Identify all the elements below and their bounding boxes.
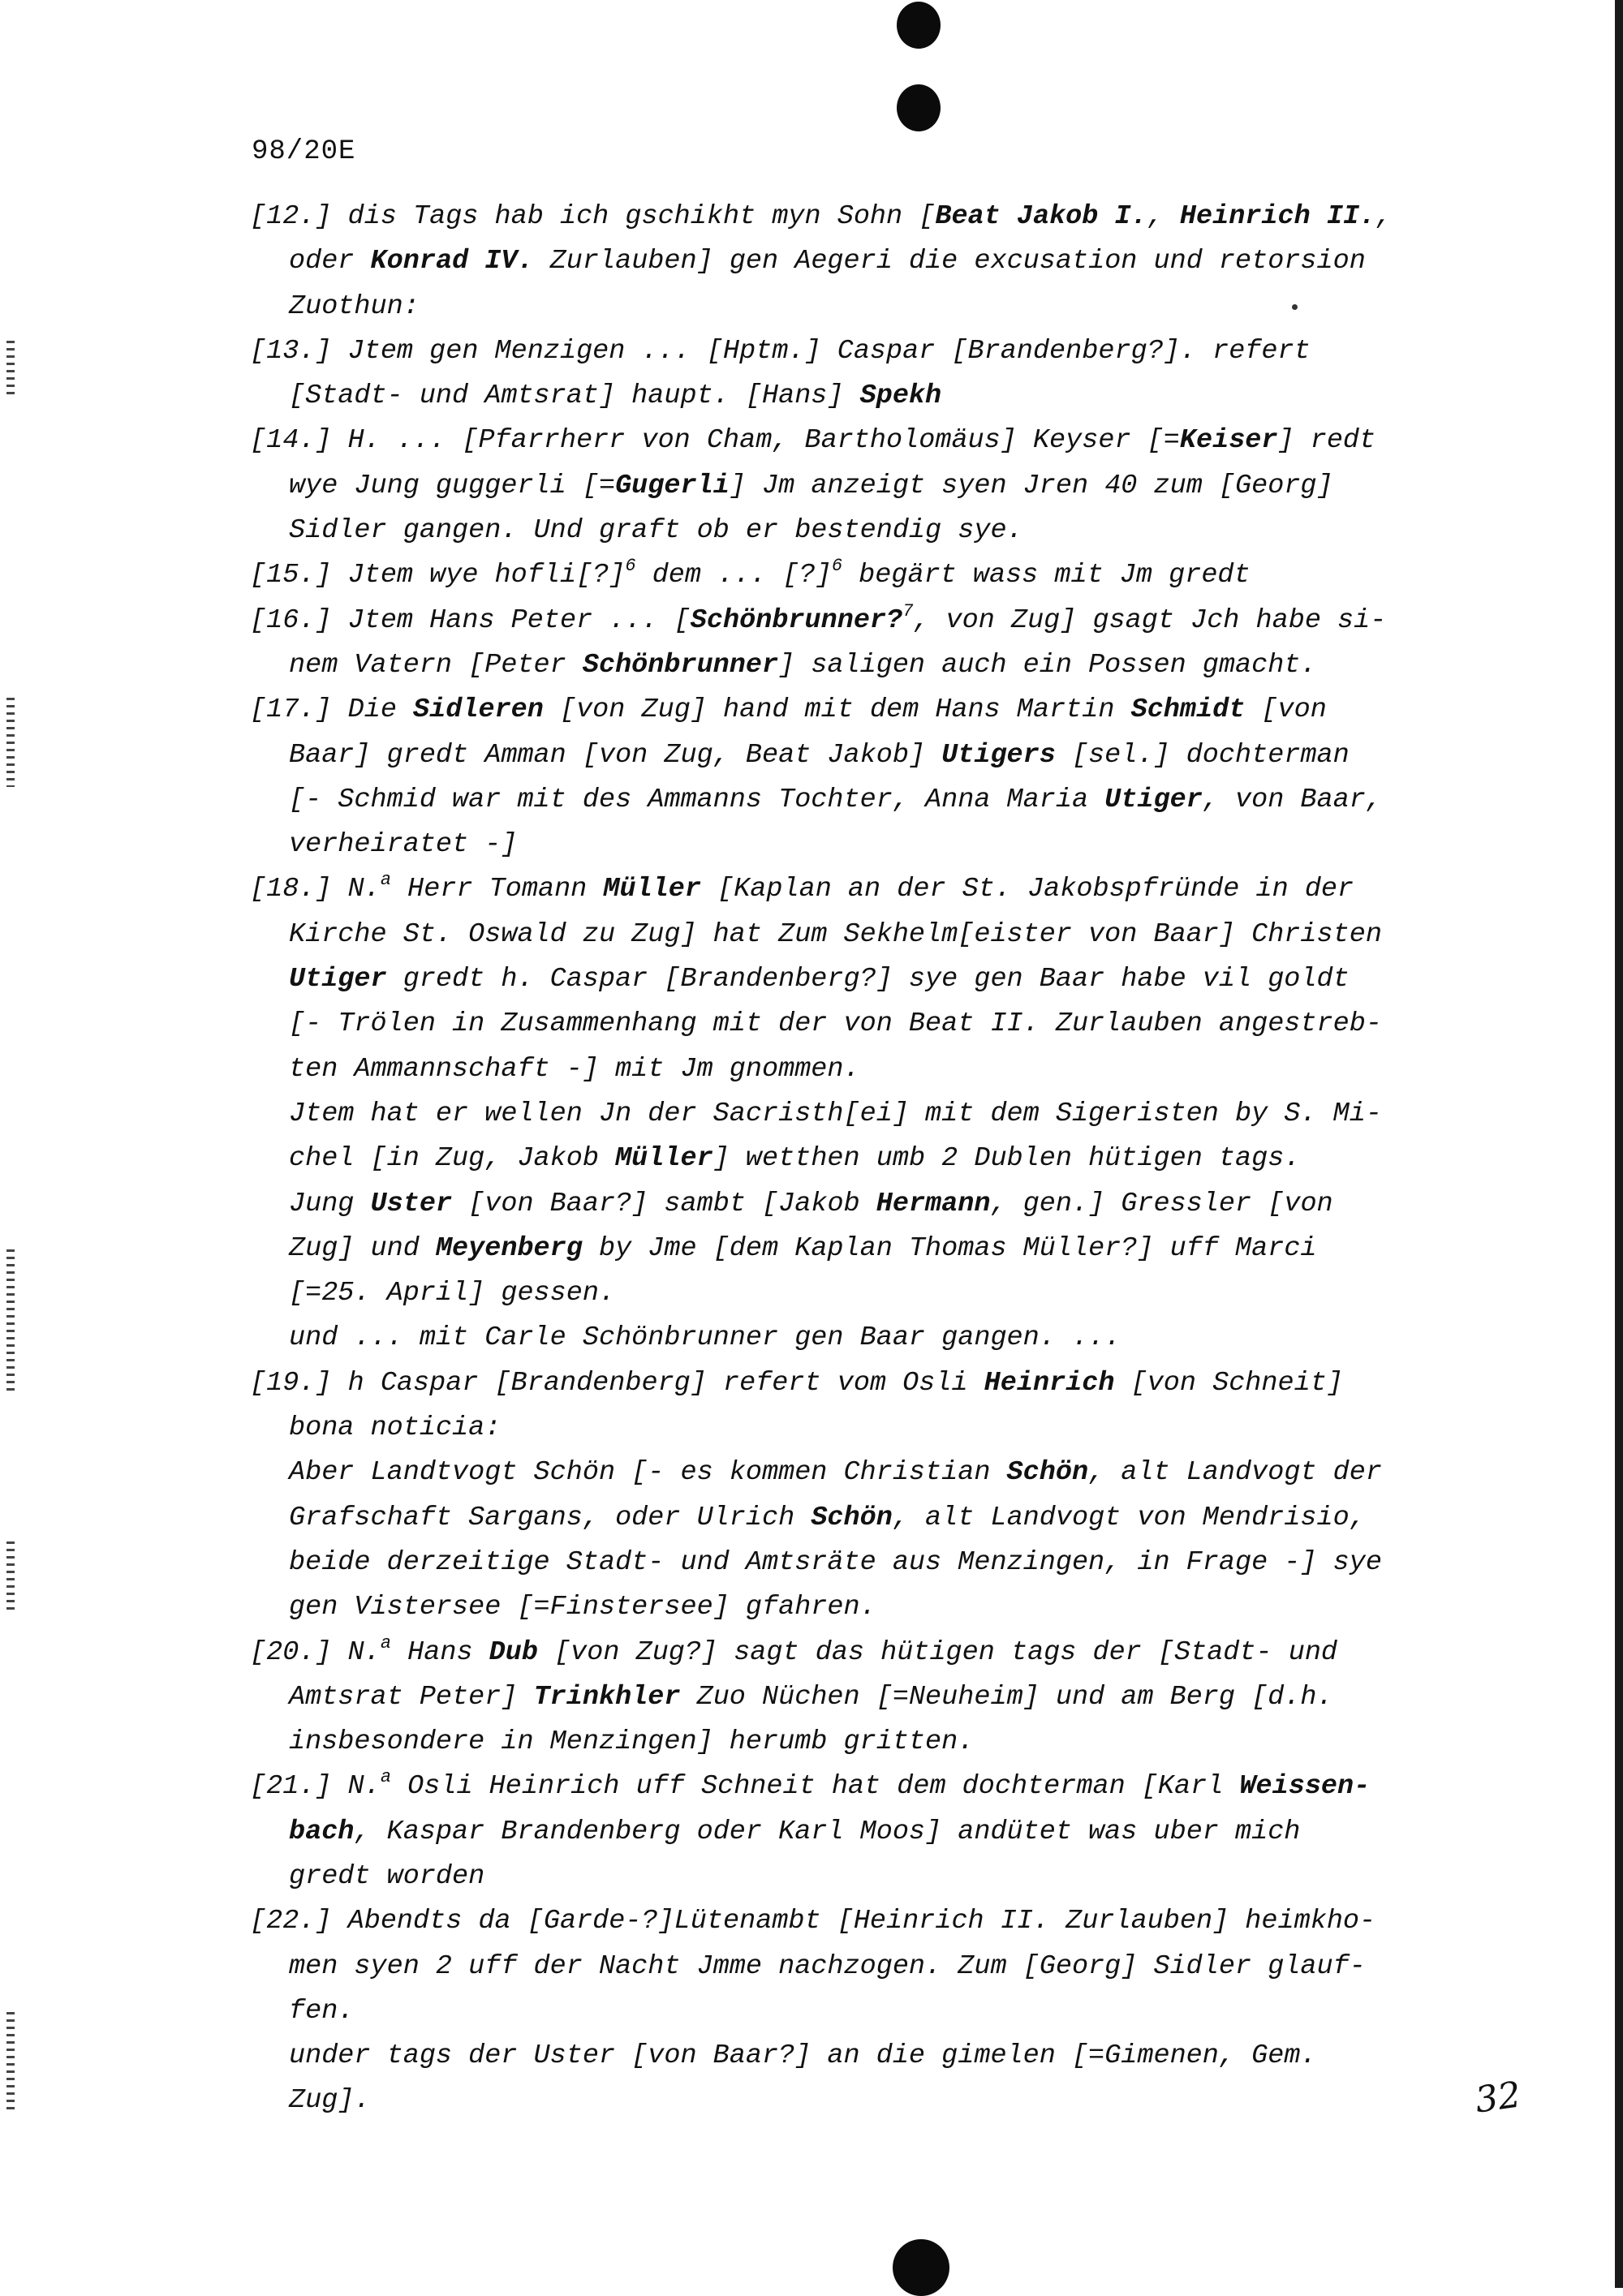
bold-name: Weissen- (1239, 1771, 1371, 1803)
text-line-continuation (250, 1092, 1500, 1137)
text-line-continuation (250, 778, 1500, 823)
punch-hole-second (897, 84, 941, 131)
bold-name: Meyenberg (435, 1232, 583, 1264)
bold-name: Keiser (1179, 425, 1278, 457)
text-line-continuation (250, 1182, 1500, 1227)
bold-name: Gugerli (615, 470, 730, 501)
footnote-marker: 7 (902, 600, 914, 621)
text-line-continuation (250, 464, 1500, 509)
text-line-entry (250, 329, 1500, 374)
text-line-continuation (250, 1227, 1500, 1271)
bold-name: Schönbrunner? (690, 604, 903, 636)
bold-name: Konrad IV. (370, 246, 534, 277)
text-segment: [17.] Die (250, 694, 414, 726)
text-line-continuation (250, 509, 1500, 553)
bold-name: Müller (615, 1143, 713, 1175)
text-segment: , alt Landvogt der (1088, 1457, 1382, 1489)
text-line-continuation (250, 1002, 1500, 1047)
text-line-continuation (250, 1271, 1500, 1316)
text-line-entry (250, 599, 1500, 643)
text-segment: Sidler gangen. Und graft ob er bestendig sye. (289, 515, 1023, 547)
text-segment: [von Zug?] sagt das hütigen tags der [Stadt- und (537, 1636, 1338, 1668)
footnote-marker: a (380, 1632, 392, 1653)
text-segment: Jtem hat er wellen Jn der Sacristh[ei] mit dem Sigeristen by S. Mi- (289, 1098, 1382, 1129)
text-segment: [14.] H. ... [Pfarrherr von Cham, Bartholomäus] Keyser [= (250, 425, 1180, 457)
text-segment: ten Ammannschaft -] mit Jm gnommen. (289, 1053, 860, 1085)
text-line-entry (250, 419, 1500, 463)
text-segment: Kirche St. Oswald zu Zug] hat Zum Sekhelm[eister von Baar] Christen (289, 918, 1382, 950)
text-segment: dem ... [?] (635, 560, 832, 591)
text-segment: Zuo Nüchen [=Neuheim] und am Berg [d.h. (680, 1681, 1333, 1713)
text-segment: ] saligen auch ein Possen gmacht. (778, 649, 1317, 681)
text-segment: oder (289, 246, 371, 277)
text-line-continuation (250, 913, 1500, 957)
bold-name: Uster (370, 1188, 453, 1219)
text-segment: Osli Heinrich uff Schneit hat dem dochterman [Karl (391, 1771, 1240, 1803)
text-segment: [=25. April] gessen. (289, 1278, 616, 1309)
text-segment: under tags der Uster [von Baar?] an die gimelen [=Gimenen, Gem. (289, 2040, 1317, 2072)
text-segment: [sel.] dochterman (1055, 739, 1350, 771)
text-segment: Hans (391, 1636, 489, 1668)
bold-name: Utigers (941, 739, 1056, 771)
text-line-continuation (250, 1047, 1500, 1092)
text-line-continuation (250, 2079, 1500, 2123)
scan-artifact (6, 1249, 15, 1395)
text-segment: [von Schneit] (1114, 1367, 1343, 1399)
text-segment: [Stadt- und Amtsrat] haupt. [Hans] (289, 381, 860, 412)
text-segment: begärt wass mit Jm gredt (842, 560, 1251, 591)
bold-name: Müller (603, 874, 701, 905)
bold-name: bach (289, 1816, 355, 1847)
bold-name: Schönbrunner (582, 649, 779, 681)
text-segment: , Kaspar Brandenberg oder Karl Moos] andütet was uber mich (354, 1816, 1301, 1847)
text-segment: Aber Landtvogt Schön [- es kommen Christian (289, 1457, 1007, 1489)
text-segment: , von Zug] gsagt Jch habe si- (913, 604, 1387, 636)
text-segment: beide derzeitige Stadt- und Amtsräte aus Menzingen, in Frage -] sye (289, 1546, 1382, 1578)
footnote-marker: a (380, 1767, 392, 1788)
text-segment: Zug]. (289, 2085, 371, 2117)
text-segment: [- Schmid war mit des Ammanns Tochter, Anna Maria (289, 784, 1105, 815)
text-segment: verheiratet -] (289, 829, 518, 861)
scan-artifact (6, 341, 15, 398)
text-line-continuation (250, 1496, 1500, 1541)
text-line-continuation (250, 1451, 1500, 1495)
text-segment: Zug] und (289, 1232, 436, 1264)
text-line-entry (250, 867, 1500, 912)
text-line-continuation (250, 239, 1500, 284)
text-segment: [von (1245, 694, 1327, 726)
text-line-continuation (250, 1720, 1500, 1765)
text-segment: Herr Tomann (391, 874, 604, 905)
text-line-continuation (250, 1137, 1500, 1181)
text-segment: Amtsrat Peter] (289, 1681, 534, 1713)
text-line-continuation (250, 643, 1500, 688)
scan-edge (1615, 0, 1623, 2288)
text-segment: ] wetthen umb 2 Dublen hütigen tags. (712, 1143, 1301, 1175)
text-segment: [von Zug] hand mit dem Hans Martin (543, 694, 1131, 726)
text-segment: ] redt (1277, 425, 1376, 457)
text-line-continuation (250, 1316, 1500, 1361)
text-line-continuation (250, 1810, 1500, 1855)
text-segment: [22.] Abendts da [Garde-?]Lütenambt [Heinrich II. Zurlauben] heimkho- (250, 1906, 1376, 1937)
scan-artifact (6, 698, 15, 787)
bold-name: Heinrich II. (1179, 201, 1376, 232)
transcription-body (250, 195, 1500, 2124)
text-segment: Grafschaft Sargans, oder Ulrich (289, 1502, 812, 1533)
text-line-entry (250, 1361, 1500, 1406)
bold-name: Trinkhler (533, 1681, 681, 1713)
text-segment: Zuothun: (289, 290, 420, 322)
text-segment: gredt h. Caspar [Brandenberg?] sye gen Baar habe vil goldt (386, 964, 1350, 995)
text-segment: nem Vatern [Peter (289, 649, 583, 681)
text-segment: gen Vistersee [=Finstersee] gfahren. (289, 1592, 876, 1623)
text-line-entry (250, 688, 1500, 733)
text-line-continuation (250, 1541, 1500, 1585)
text-line-entry (250, 1899, 1500, 1944)
text-segment: by Jme [dem Kaplan Thomas Müller?] uff Marci (582, 1232, 1317, 1264)
text-segment: wye Jung guggerli [= (289, 470, 616, 501)
text-line-entry (250, 1631, 1500, 1675)
text-line-continuation (250, 1406, 1500, 1451)
text-segment: fen. (289, 1995, 355, 2027)
text-line-continuation (250, 285, 1500, 329)
bold-name: Utiger (289, 964, 387, 995)
text-segment: Baar] gredt Amman [von Zug, Beat Jakob] (289, 739, 942, 771)
text-segment: [Kaplan an der St. Jakobspfründe in der (701, 874, 1354, 905)
text-line-continuation (250, 1675, 1500, 1720)
scan-artifact (6, 1541, 15, 1615)
text-segment: [16.] Jtem Hans Peter ... [ (250, 604, 691, 636)
text-line-continuation (250, 1945, 1500, 1989)
text-segment: , gen.] Gressler [von (990, 1188, 1333, 1219)
text-segment: , (1375, 201, 1393, 232)
text-line-entry (250, 553, 1500, 598)
text-line-continuation (250, 733, 1500, 778)
text-segment: men syen 2 uff der Nacht Jmme nachzogen. Zum [Georg] Sidler glauf- (289, 1950, 1366, 1982)
text-segment: [20.] N. (250, 1636, 381, 1668)
text-segment: [19.] h Caspar [Brandenberg] refert vom Osli (250, 1367, 984, 1399)
text-line-continuation (250, 1989, 1500, 2034)
bold-name: Sidleren (413, 694, 544, 726)
text-segment: Zurlauben] gen Aegeri die excusation und retorsion (533, 246, 1366, 277)
text-segment: [21.] N. (250, 1771, 381, 1803)
text-segment: , (1147, 201, 1180, 232)
document-reference: 98/20E (252, 136, 356, 167)
text-segment: bona noticia: (289, 1412, 502, 1444)
text-line-continuation (250, 1855, 1500, 1899)
text-segment: [18.] N. (250, 874, 381, 905)
footnote-marker: a (380, 870, 392, 891)
text-segment: [von Baar?] sambt [Jakob (452, 1188, 876, 1219)
text-segment: gredt worden (289, 1860, 485, 1892)
bold-name: Spekh (859, 381, 942, 412)
text-segment: insbesondere in Menzingen] herumb gritten. (289, 1726, 975, 1758)
page-number: 32 (1472, 2074, 1524, 2122)
bold-name: Schmidt (1130, 694, 1246, 726)
bold-name: Schön (811, 1502, 893, 1533)
footnote-marker: 6 (831, 556, 843, 577)
text-segment: , von Baar, (1202, 784, 1382, 815)
bold-name: Schön (1006, 1457, 1089, 1489)
punch-hole-top (897, 2, 941, 49)
text-line-entry (250, 195, 1500, 239)
text-segment: Jung (289, 1188, 371, 1219)
text-line-continuation (250, 1585, 1500, 1630)
text-segment: [13.] Jtem gen Menzigen ... [Hptm.] Caspar [Brandenberg?]. refert (250, 335, 1311, 367)
text-segment: [15.] Jtem wye hofli[?] (250, 560, 626, 591)
bold-name: Utiger (1104, 784, 1203, 815)
text-segment: , alt Landvogt von Mendrisio, (892, 1502, 1366, 1533)
footnote-marker: 6 (625, 556, 636, 577)
text-line-entry (250, 1765, 1500, 1809)
text-segment: ] Jm anzeigt syen Jren 40 zum [Georg] (729, 470, 1333, 501)
text-segment: chel [in Zug, Jakob (289, 1143, 616, 1175)
bold-name: Hermann (876, 1188, 991, 1219)
text-line-continuation (250, 823, 1500, 867)
scan-artifact (6, 2012, 15, 2109)
bold-name: Heinrich (984, 1367, 1115, 1399)
text-line-continuation (250, 374, 1500, 419)
text-line-continuation (250, 2034, 1500, 2079)
text-segment: [- Trölen in Zusammenhang mit der von Beat II. Zurlauben angestreb- (289, 1008, 1382, 1040)
bold-name: Dub (489, 1636, 538, 1668)
text-line-continuation (250, 957, 1500, 1002)
text-segment: [12.] dis Tags hab ich gschikht myn Sohn [ (250, 201, 936, 232)
bold-name: Beat Jakob I. (935, 201, 1147, 232)
text-segment: und ... mit Carle Schönbrunner gen Baar gangen. ... (289, 1322, 1121, 1354)
